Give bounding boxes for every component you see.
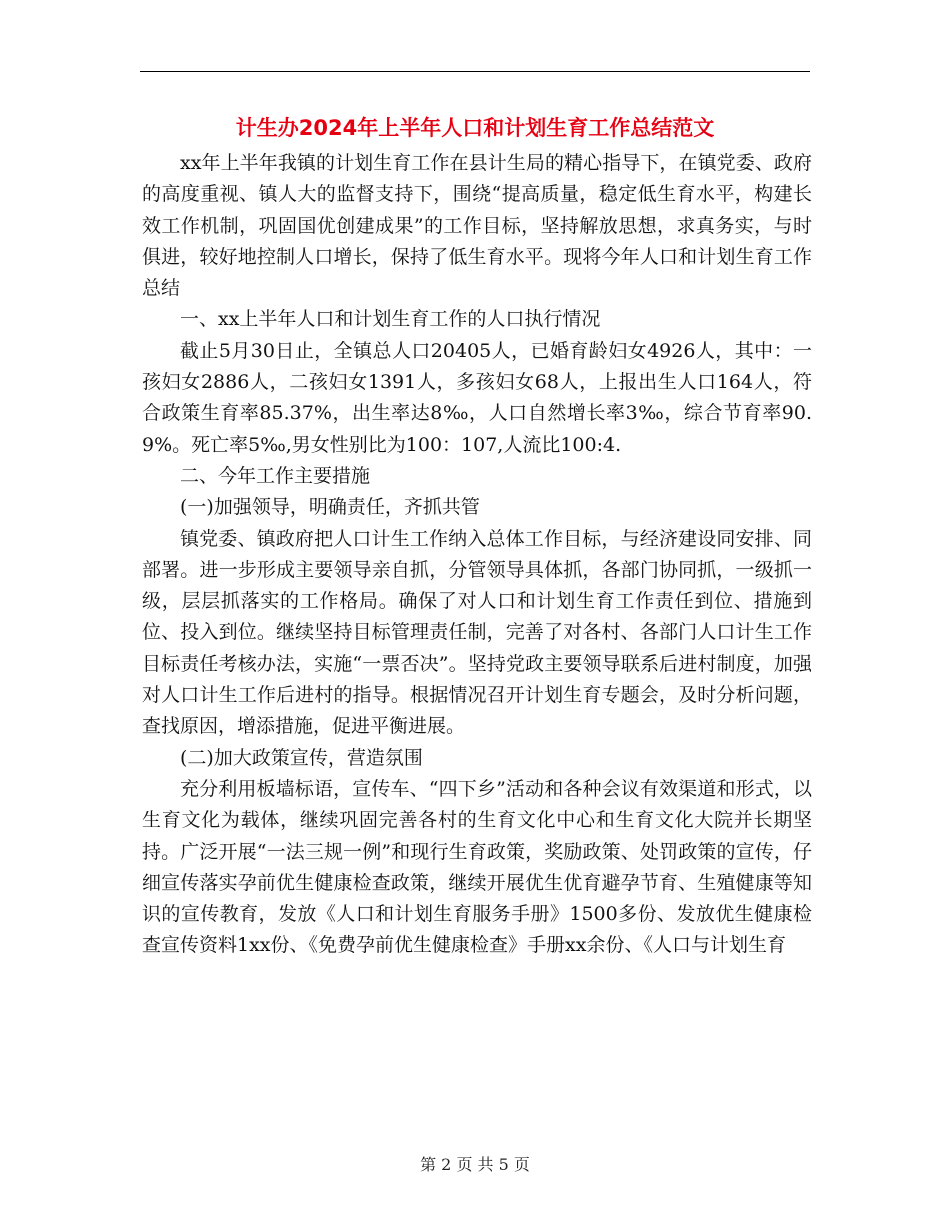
subsection-heading-2: (二)加大政策宣传，营造氛围: [180, 746, 423, 769]
page-number-footer: 第 2 页 共 5 页: [420, 1155, 530, 1174]
intro-paragraph: xx年上半年我镇的计划生育工作在县计生局的精心指导下，在镇党委、政府的高度重视、镇人大的监督支持下，围绕“提高质量，稳定低生育水平，构建长效工作机制，巩固国优创建成果”的工作目标，坚持解放思想，求真务实，与时俱进，较好地控制人口增长，保持了低生育水平。现将今年人口和计划生育工作总结: [142, 152, 812, 300]
header-rule: [140, 71, 810, 72]
section-heading-2: 二、今年工作主要措施: [180, 464, 371, 487]
section-heading-1: 一、xx上半年人口和计划生育工作的人口执行情况: [180, 308, 601, 331]
statistics-paragraph: 截止5月30日止，全镇总人口20405人，已婚育龄妇女4926人，其中：一孩妇女2886人，二孩妇女1391人，多孩妇女68人，上报出生人口164人，符合政策生育率85.37%，出生率达8‰，人口自然增长率3‰，综合节育率90.9%。死亡率5‰,男女性别比为100：107,人流比100:4.: [142, 339, 812, 456]
leadership-paragraph: 镇党委、镇政府把人口计生工作纳入总体工作目标，与经济建设同安排、同部署。进一步形成主要领导亲自抓，分管领导具体抓，各部门协同抓，一级抓一级，层层抓落实的工作格局。确保了对人口和计划生育工作责任到位、措施到位、投入到位。继续坚持目标管理责任制，完善了对各村、各部门人口计生工作目标责任考核办法，实施“一票否决”。坚持党政主要领导联系后进村制度，加强对人口计生工作后进村的指导。根据情况召开计划生育专题会，及时分析问题，查找原因，增添措施，促进平衡进展。: [142, 527, 812, 738]
document-title: 计生办2024年上半年人口和计划生育工作总结范文: [235, 116, 715, 140]
document-body: [142, 148, 812, 962]
publicity-paragraph: 充分利用板墙标语，宣传车、“四下乡”活动和各种会议有效渠道和形式，以生育文化为载体，继续巩固完善各村的生育文化中心和生育文化大院并长期坚持。广泛开展“一法三规一例”和现行生育政策，奖励政策、处罚政策的宣传，仔细宣传落实孕前优生健康检查政策，继续开展优生优育避孕节育、生殖健康等知识的宣传教育，发放《人口和计划生育服务手册》1500多份、发放优生健康检查宣传资料1xx份、《免费孕前优生健康检查》手册xx余份、《人口与计划生育: [142, 777, 812, 957]
subsection-heading-1: (一)加强领导，明确责任，齐抓共管: [180, 496, 480, 519]
